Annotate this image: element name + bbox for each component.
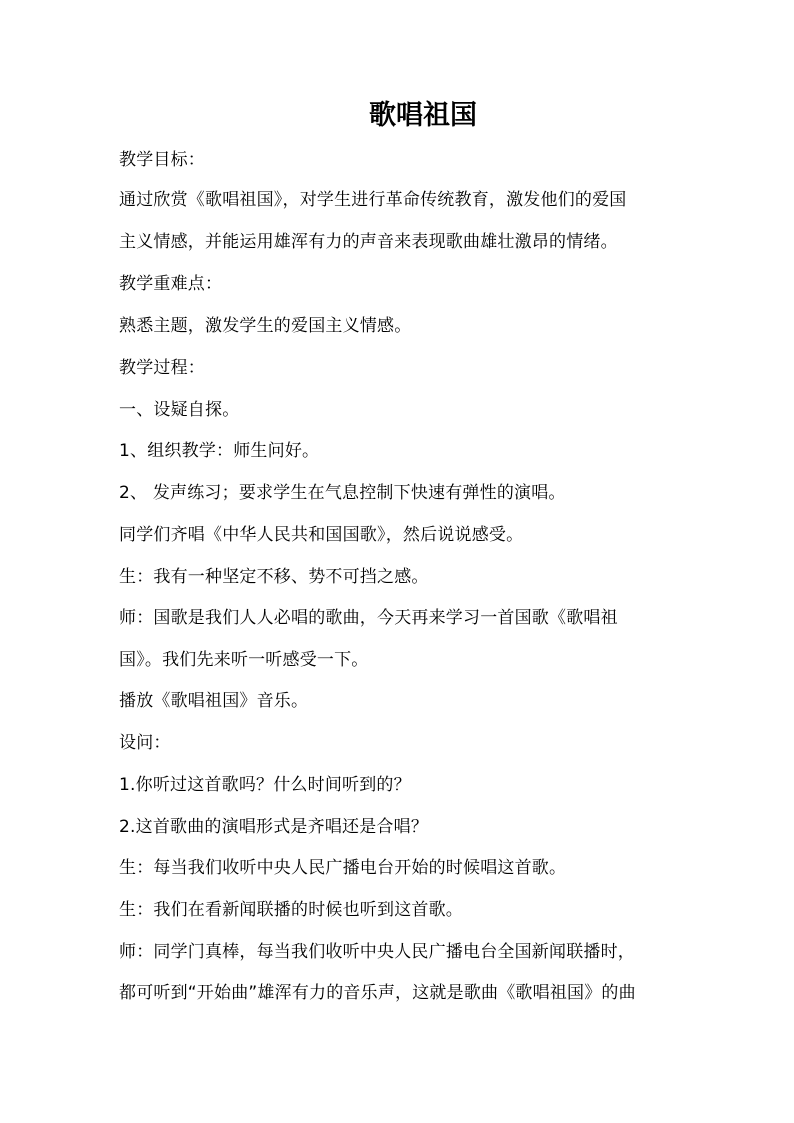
paragraph-line: 教学过程： [119,358,205,378]
paragraph-line: 国》。我们先来听一听感受一下。 [119,650,369,670]
paragraph-line: 师：同学门真棒，每当我们收听中央人民广播电台全国新闻联播时， [119,942,635,962]
paragraph-line: 设问： [119,733,171,753]
paragraph-line: 生：每当我们收听中央人民广播电台开始的时候唱这首歌。 [119,858,567,878]
paragraph-line: 1、组织教学：师生问好。 [119,441,320,461]
paragraph-line: 通过欣赏《歌唱祖国》，对学生进行革命传统教育，激发他们的爱国 [119,190,627,210]
paragraph-line: 生：我有一种坚定不移、势不可挡之感。 [119,567,429,587]
paragraph-line: 一、设疑自探。 [119,400,240,420]
paragraph-line: 同学们齐唱《中华人民共和国国歌》，然后说说感受。 [119,525,524,545]
paragraph-line: 播放《歌唱祖国》音乐。 [119,691,309,711]
paragraph-line: 教学目标： [119,150,205,170]
paragraph-line: 都可听到“开始曲”雄浑有力的音乐声，这就是歌曲《歌唱祖国》的曲 [119,983,636,1003]
paragraph-line: 熟悉主题，激发学生的爱国主义情感。 [119,316,412,336]
paragraph-line: 2.这首歌曲的演唱形式是齐唱还是合唱？ [119,817,429,837]
paragraph-line: 生：我们在看新闻联播的时候也听到这首歌。 [119,900,463,920]
paragraph-line: 1.你听过这首歌吗？什么时间听到的？ [119,775,411,795]
paragraph-line: 教学重难点： [119,274,223,294]
paragraph-line: 师：国歌是我们人人必唱的歌曲，今天再来学习一首国歌《歌唱祖 [119,608,618,628]
paragraph-line: 2、 发声练习；要求学生在气息控制下快速有弹性的演唱。 [119,483,566,503]
paragraph-line: 主义情感，并能运用雄浑有力的声音来表现歌曲雄壮激昂的情绪。 [119,232,618,252]
document-title: 歌唱祖国 [369,100,477,131]
